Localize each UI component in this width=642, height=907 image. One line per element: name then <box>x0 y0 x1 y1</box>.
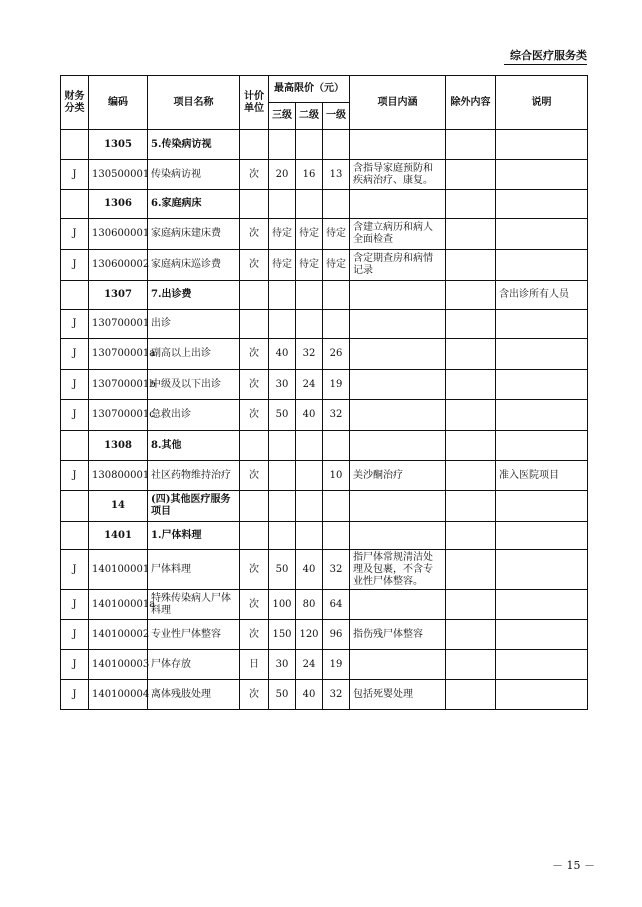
price-level3-cell <box>269 491 296 522</box>
excluded-cell <box>446 620 496 650</box>
price-level1-cell: 待定 <box>323 219 350 250</box>
price-level1-cell: 19 <box>323 650 350 680</box>
unit-cell: 次 <box>240 160 269 190</box>
content-cell <box>350 400 446 431</box>
note-cell <box>496 550 588 590</box>
code-cell: 130500001 <box>89 160 148 190</box>
price-level1-cell: 32 <box>323 680 350 710</box>
price-level2-cell <box>296 461 323 491</box>
finance-cell: J <box>61 680 89 710</box>
price-level3-cell <box>269 461 296 491</box>
table-row <box>61 620 588 650</box>
table-row <box>61 550 588 590</box>
price-level2-cell: 待定 <box>296 219 323 250</box>
table-row <box>61 219 588 250</box>
price-level3-cell <box>269 310 296 339</box>
table-row <box>61 130 588 160</box>
excluded-cell <box>446 590 496 620</box>
price-level1-cell: 19 <box>323 370 350 400</box>
content-cell: 包括死婴处理 <box>350 680 446 710</box>
col-code: 编码 <box>89 76 148 130</box>
name-cell: 特殊传染病人尸体料理 <box>148 590 240 620</box>
price-level2-cell: 40 <box>296 680 323 710</box>
price-level2-cell: 16 <box>296 160 323 190</box>
price-level2-cell: 80 <box>296 590 323 620</box>
code-cell: 130700001c <box>89 400 148 431</box>
content-cell: 美沙酮治疗 <box>350 461 446 491</box>
price-level1-cell <box>323 431 350 461</box>
name-cell: 急救出诊 <box>148 400 240 431</box>
price-level3-cell: 待定 <box>269 219 296 250</box>
content-cell <box>350 339 446 370</box>
excluded-cell <box>446 550 496 590</box>
note-cell <box>496 431 588 461</box>
unit-cell: 日 <box>240 650 269 680</box>
code-cell: 140100004 <box>89 680 148 710</box>
content-cell <box>350 370 446 400</box>
code-cell: 130700001a <box>89 339 148 370</box>
note-cell: 含出诊所有人员 <box>496 281 588 310</box>
table-row <box>61 461 588 491</box>
note-cell <box>496 190 588 219</box>
excluded-cell <box>446 431 496 461</box>
excluded-cell <box>446 160 496 190</box>
price-level1-cell <box>323 281 350 310</box>
name-cell: 专业性尸体整容 <box>148 620 240 650</box>
price-level1-cell <box>323 190 350 219</box>
content-cell <box>350 590 446 620</box>
unit-cell: 次 <box>240 461 269 491</box>
name-cell: 尸体存放 <box>148 650 240 680</box>
price-level2-cell: 32 <box>296 339 323 370</box>
code-cell: 140100003 <box>89 650 148 680</box>
table-row <box>61 590 588 620</box>
note-cell <box>496 310 588 339</box>
finance-cell <box>61 130 89 160</box>
price-level2-cell <box>296 281 323 310</box>
page-number: － 15 － <box>552 859 595 872</box>
content-cell: 指尸体常规清洁处理及包裹，不含专业性尸体整容。 <box>350 550 446 590</box>
code-cell: 1401 <box>89 522 148 550</box>
finance-cell: J <box>61 339 89 370</box>
finance-cell: J <box>61 400 89 431</box>
price-level1-cell: 96 <box>323 620 350 650</box>
note-cell <box>496 130 588 160</box>
code-cell: 140100001 <box>89 550 148 590</box>
table-row <box>61 400 588 431</box>
table-row <box>61 160 588 190</box>
code-cell: 1305 <box>89 130 148 160</box>
price-level3-cell <box>269 522 296 550</box>
excluded-cell <box>446 400 496 431</box>
price-level2-cell <box>296 491 323 522</box>
col-level1: 一级 <box>323 103 350 130</box>
table-row <box>61 522 588 550</box>
excluded-cell <box>446 219 496 250</box>
price-level3-cell: 30 <box>269 370 296 400</box>
table-row <box>61 250 588 281</box>
price-level1-cell: 10 <box>323 461 350 491</box>
finance-cell <box>61 522 89 550</box>
content-cell: 含定期查房和病情记录 <box>350 250 446 281</box>
name-cell: 尸体料理 <box>148 550 240 590</box>
code-cell: 140100002 <box>89 620 148 650</box>
code-cell: 130600001 <box>89 219 148 250</box>
excluded-cell <box>446 310 496 339</box>
unit-cell: 次 <box>240 339 269 370</box>
code-cell: 130700001b <box>89 370 148 400</box>
name-cell: 家庭病床建床费 <box>148 219 240 250</box>
finance-cell: J <box>61 461 89 491</box>
price-level3-cell <box>269 431 296 461</box>
table-row <box>61 491 588 522</box>
name-cell: 副高以上出诊 <box>148 339 240 370</box>
excluded-cell <box>446 370 496 400</box>
name-cell: 离体残肢处理 <box>148 680 240 710</box>
name-cell: 7.出诊费 <box>148 281 240 310</box>
finance-cell <box>61 281 89 310</box>
note-cell <box>496 620 588 650</box>
table-row <box>61 370 588 400</box>
col-notes: 说明 <box>496 76 588 130</box>
unit-cell: 次 <box>240 250 269 281</box>
unit-cell <box>240 281 269 310</box>
code-cell: 130700001 <box>89 310 148 339</box>
note-cell <box>496 339 588 370</box>
excluded-cell <box>446 250 496 281</box>
price-level3-cell <box>269 130 296 160</box>
excluded-cell <box>446 339 496 370</box>
col-level2: 二级 <box>296 103 323 130</box>
name-cell: 家庭病床巡诊费 <box>148 250 240 281</box>
price-level2-cell <box>296 310 323 339</box>
price-level2-cell <box>296 431 323 461</box>
finance-cell: J <box>61 650 89 680</box>
content-cell <box>350 281 446 310</box>
col-max-price: 最高限价（元） <box>269 76 350 103</box>
note-cell <box>496 219 588 250</box>
price-level3-cell <box>269 190 296 219</box>
price-level3-cell: 40 <box>269 339 296 370</box>
price-level3-cell: 待定 <box>269 250 296 281</box>
unit-cell: 次 <box>240 550 269 590</box>
unit-cell: 次 <box>240 370 269 400</box>
finance-cell: J <box>61 219 89 250</box>
unit-cell <box>240 190 269 219</box>
unit-cell <box>240 491 269 522</box>
price-level2-cell: 120 <box>296 620 323 650</box>
name-cell: 6.家庭病床 <box>148 190 240 219</box>
name-cell: 传染病访视 <box>148 160 240 190</box>
table-row <box>61 680 588 710</box>
price-level1-cell: 待定 <box>323 250 350 281</box>
unit-cell <box>240 130 269 160</box>
unit-cell: 次 <box>240 620 269 650</box>
unit-cell <box>240 522 269 550</box>
note-cell <box>496 400 588 431</box>
price-level3-cell: 50 <box>269 680 296 710</box>
content-cell <box>350 190 446 219</box>
unit-cell <box>240 310 269 339</box>
price-level2-cell: 24 <box>296 370 323 400</box>
finance-cell <box>61 491 89 522</box>
price-table <box>60 75 588 710</box>
excluded-cell <box>446 130 496 160</box>
price-level3-cell <box>269 281 296 310</box>
price-level2-cell: 40 <box>296 550 323 590</box>
price-level3-cell: 20 <box>269 160 296 190</box>
price-level1-cell: 13 <box>323 160 350 190</box>
code-cell: 14 <box>89 491 148 522</box>
table-row <box>61 190 588 219</box>
price-level1-cell <box>323 522 350 550</box>
content-cell: 含建立病历和病人全面检查 <box>350 219 446 250</box>
price-level1-cell: 32 <box>323 400 350 431</box>
table-row <box>61 310 588 339</box>
col-finance: 财务分类 <box>61 76 89 130</box>
price-level3-cell: 150 <box>269 620 296 650</box>
code-cell: 130800001 <box>89 461 148 491</box>
col-excluded: 除外内容 <box>446 76 496 130</box>
finance-cell: J <box>61 620 89 650</box>
name-cell: 1.尸体料理 <box>148 522 240 550</box>
excluded-cell <box>446 461 496 491</box>
excluded-cell <box>446 650 496 680</box>
content-cell <box>350 522 446 550</box>
note-cell <box>496 650 588 680</box>
content-cell <box>350 650 446 680</box>
code-cell: 130600002 <box>89 250 148 281</box>
name-cell: 8.其他 <box>148 431 240 461</box>
code-cell: 1307 <box>89 281 148 310</box>
finance-cell: J <box>61 160 89 190</box>
unit-cell: 次 <box>240 680 269 710</box>
excluded-cell <box>446 522 496 550</box>
content-cell: 含指导家庭预防和疾病治疗、康复。 <box>350 160 446 190</box>
section-header: 综合医疗服务类 <box>504 47 587 65</box>
price-level3-cell: 50 <box>269 550 296 590</box>
price-level1-cell <box>323 310 350 339</box>
price-level1-cell <box>323 491 350 522</box>
excluded-cell <box>446 491 496 522</box>
content-cell <box>350 431 446 461</box>
finance-cell: J <box>61 590 89 620</box>
table-row <box>61 339 588 370</box>
price-level1-cell <box>323 130 350 160</box>
table-row <box>61 431 588 461</box>
finance-cell <box>61 190 89 219</box>
content-cell: 指伤残尸体整容 <box>350 620 446 650</box>
price-level2-cell <box>296 130 323 160</box>
note-cell <box>496 370 588 400</box>
note-cell <box>496 680 588 710</box>
content-cell <box>350 130 446 160</box>
finance-cell: J <box>61 250 89 281</box>
name-cell: 社区药物维持治疗 <box>148 461 240 491</box>
table-row <box>61 650 588 680</box>
col-unit: 计价单位 <box>240 76 269 130</box>
excluded-cell <box>446 281 496 310</box>
name-cell: 出诊 <box>148 310 240 339</box>
price-level1-cell: 32 <box>323 550 350 590</box>
price-level2-cell <box>296 522 323 550</box>
code-cell: 1308 <box>89 431 148 461</box>
finance-cell <box>61 431 89 461</box>
content-cell <box>350 310 446 339</box>
excluded-cell <box>446 190 496 219</box>
content-cell <box>350 491 446 522</box>
name-cell: (四)其他医疗服务项目 <box>148 491 240 522</box>
unit-cell: 次 <box>240 590 269 620</box>
name-cell: 5.传染病访视 <box>148 130 240 160</box>
unit-cell <box>240 431 269 461</box>
note-cell <box>496 590 588 620</box>
price-level3-cell: 30 <box>269 650 296 680</box>
note-cell <box>496 250 588 281</box>
table-row <box>61 281 588 310</box>
price-level1-cell: 26 <box>323 339 350 370</box>
price-level2-cell: 24 <box>296 650 323 680</box>
price-level2-cell: 40 <box>296 400 323 431</box>
finance-cell: J <box>61 370 89 400</box>
table-body <box>61 130 588 710</box>
price-level3-cell: 50 <box>269 400 296 431</box>
price-level1-cell: 64 <box>323 590 350 620</box>
name-cell: 中级及以下出诊 <box>148 370 240 400</box>
unit-cell: 次 <box>240 400 269 431</box>
note-cell <box>496 160 588 190</box>
code-cell: 1306 <box>89 190 148 219</box>
note-cell <box>496 491 588 522</box>
finance-cell: J <box>61 550 89 590</box>
price-level2-cell <box>296 190 323 219</box>
note-cell <box>496 522 588 550</box>
col-name: 项目名称 <box>148 76 240 130</box>
unit-cell: 次 <box>240 219 269 250</box>
price-level3-cell: 100 <box>269 590 296 620</box>
col-level3: 三级 <box>269 103 296 130</box>
excluded-cell <box>446 680 496 710</box>
code-cell: 140100001a <box>89 590 148 620</box>
finance-cell: J <box>61 310 89 339</box>
note-cell: 准入医院项目 <box>496 461 588 491</box>
price-level2-cell: 待定 <box>296 250 323 281</box>
col-content: 项目内涵 <box>350 76 446 130</box>
